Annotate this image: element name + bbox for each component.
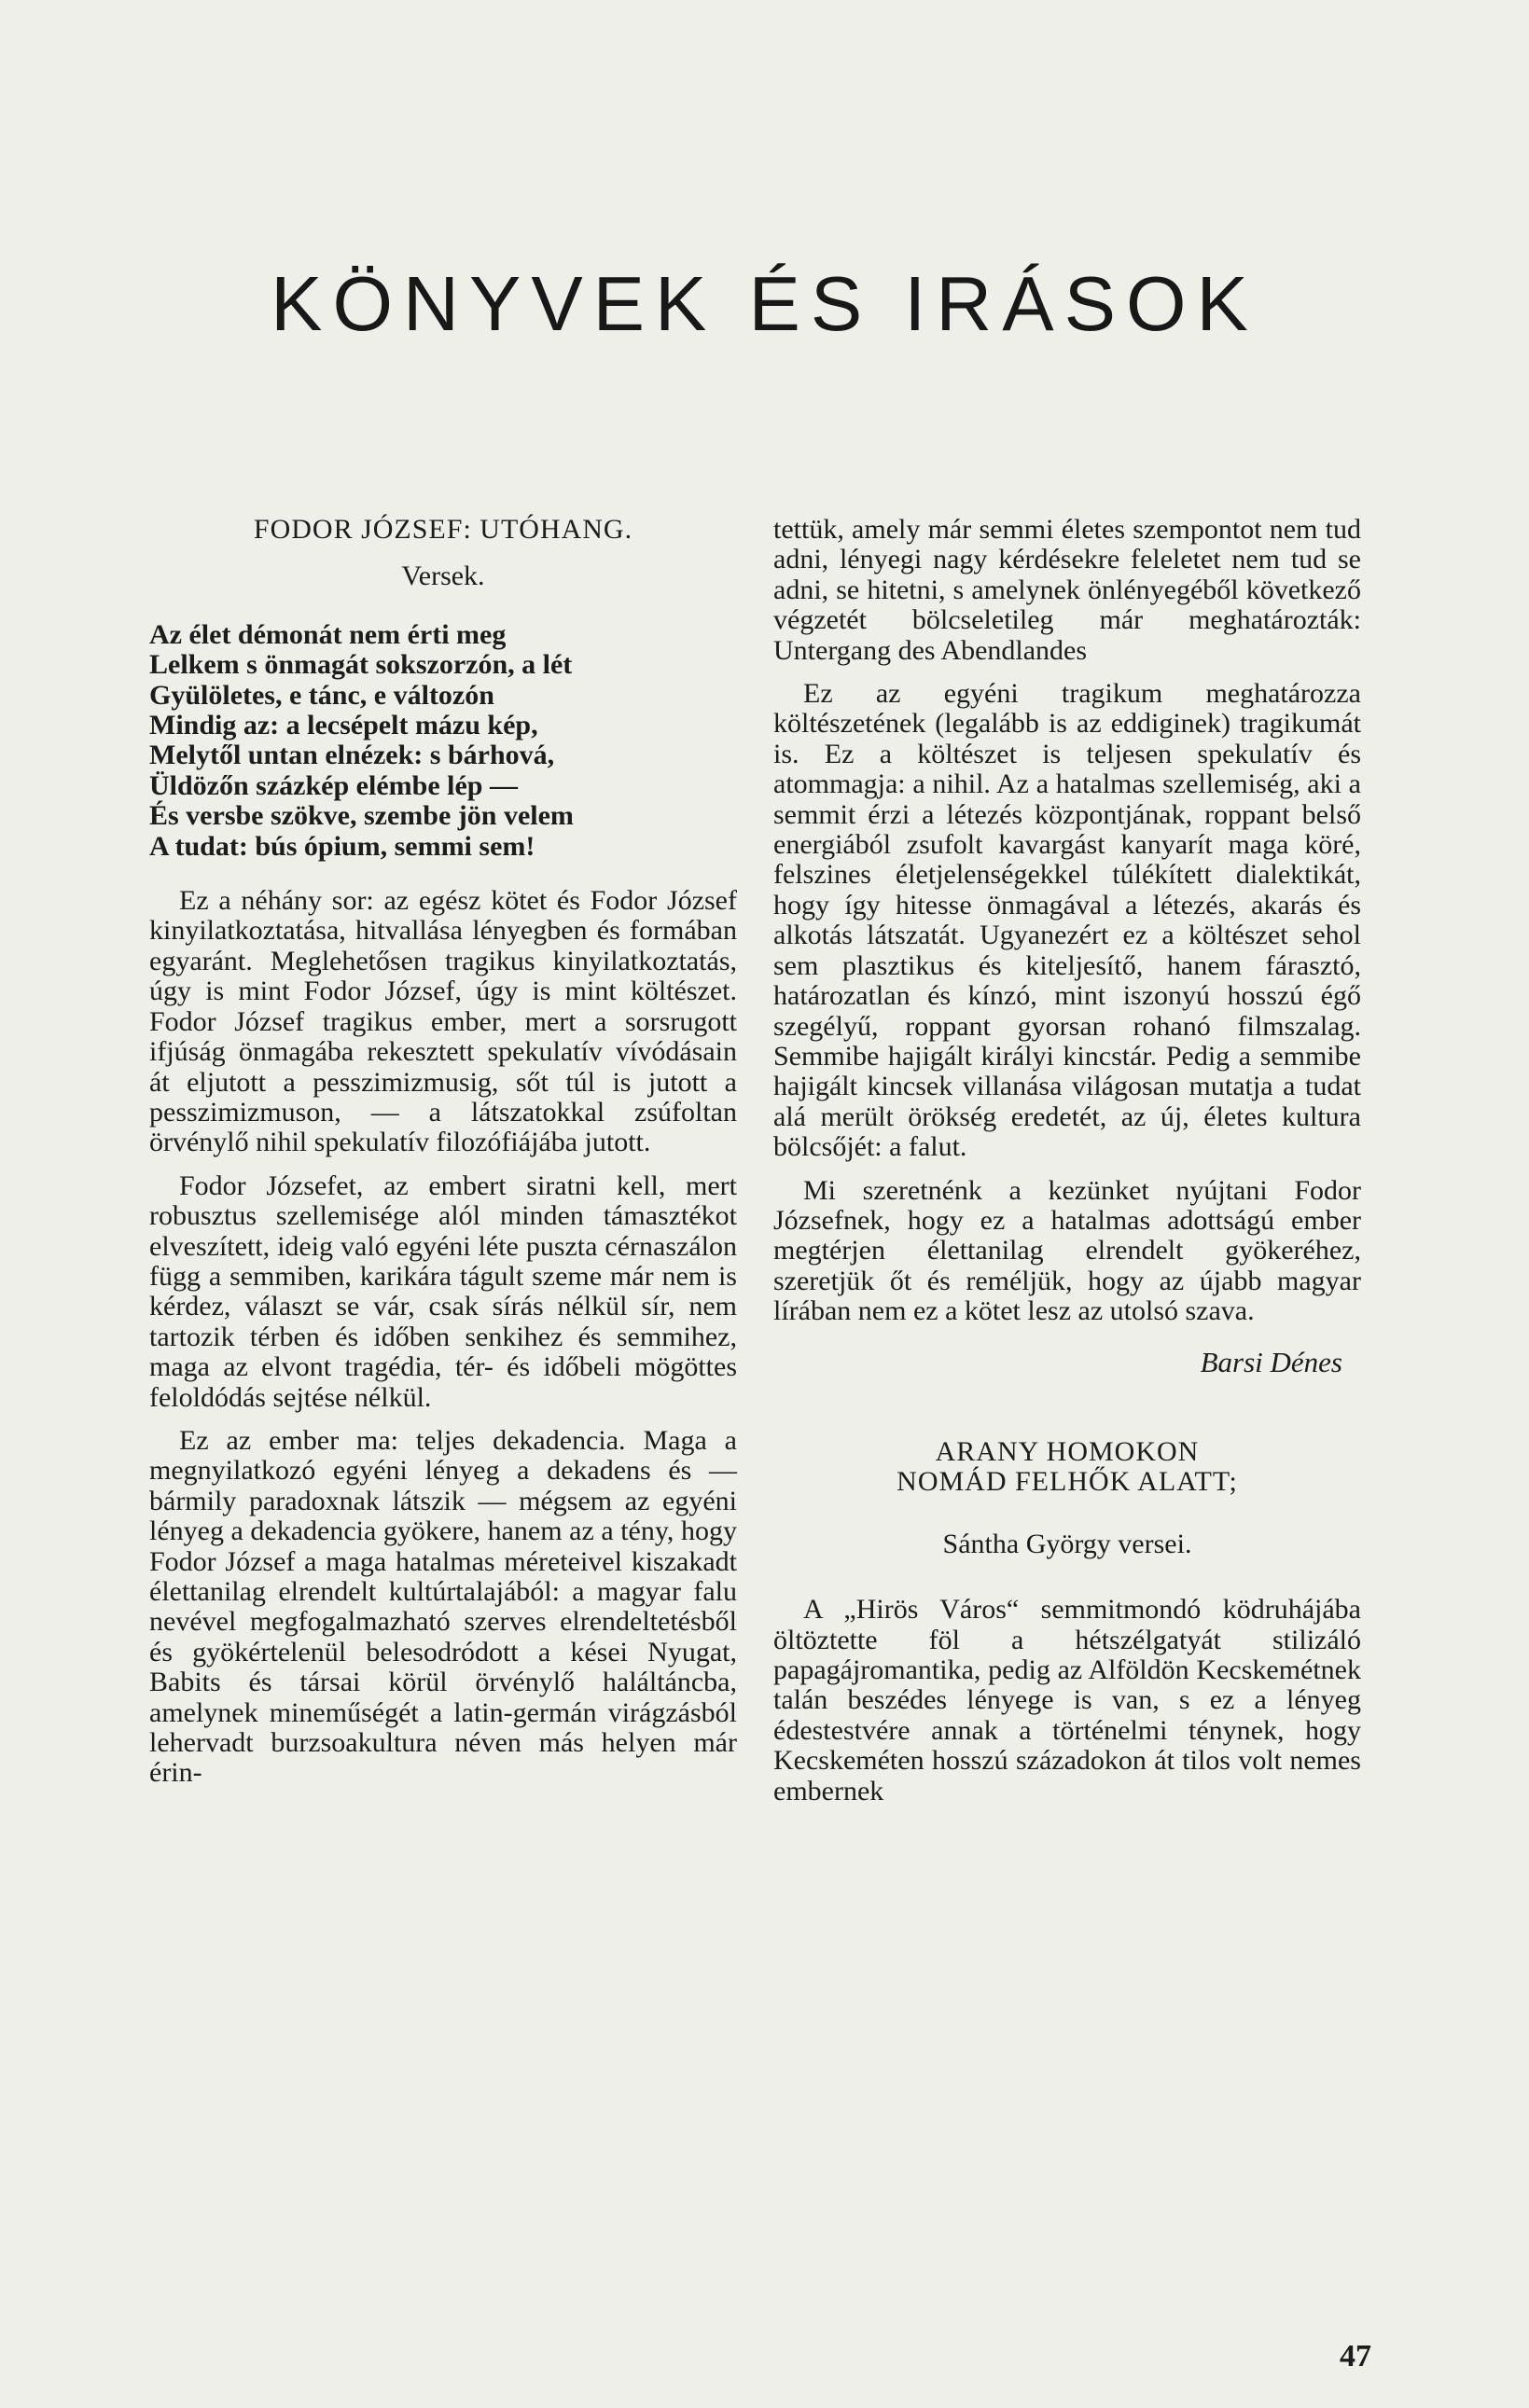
poem-line: Mindig az: a lecsépelt mázu kép, (149, 710, 538, 741)
page-number: 47 (1340, 2339, 1371, 2373)
body-paragraph: Mi szeretnénk a kezünket nyújtani Fodor Józsefnek, hogy ez a hatalmas adottságú ember megtérjen élettanilag elrendelt gyökeréhez, szeretjük őt és reméljük, hogy az újabb magyar lírában nem ez a kötet lesz az utolsó szava. (773, 1174, 1361, 1327)
review-subheading: Versek. (401, 560, 485, 592)
body-paragraph: Ez az egyéni tragikum meghatározza költészetének (legalább is az eddiginek) tragikumát is. Ez a költészet is teljesen spekulatív és atommagja: a nihil. Az a hatalmas szellemiség, aki a semmit érzi a létezés központjának, roppant belső energiából zsufolt kavargást kanyarít maga köré, felszines életjelenségekkel túlékített dialektikát, hogy így hitesse önmagával a létezés, akarás és alkotás látszatát. Ugyanezért ez a költészet sehol sem plasztikus és kiteljesítő, hanem fárasztó, határozatlan és kínzó, mint iszonyú hosszú égő szegélyű, roppant gyorsan rohanó filmszalag. Semmibe hajigált királyi kincstár. Pedig a semmibe hajigált kincsek villanása világosan mutatja a tudat alá merült örökség eredetét, az új, életes kultura bölcsőjét: a falut. (773, 678, 1361, 1163)
body-paragraph: Ez az ember ma: teljes dekadencia. Maga a megnyilatkozó egyéni lényeg a dekadens és — bármily paradoxnak látszik — mégsem az egyéni lényeg a dekadencia gyökere, hanem az a tény, hogy Fodor József a maga hatalmas méreteivel kiszakadt élettanilag elrendelt kultúrtalajából: a magyar falu nevével megfogalmazható szerves elrendeltetésből és gyökértelenül belesodródott a kései Nyugat, Babits és társai körül örvénylő haláltáncba, amelynek mineműségét a latin-germán virágzásból lehervadt burzsoakultura néven más helyen már érin- (149, 1424, 737, 1789)
poem-line: Melytől untan elnézek: s bárhová, (149, 740, 555, 771)
author-signature: Barsi Dénes (1200, 1345, 1342, 1378)
body-paragraph: tettük, amely már semmi életes szempontot nem tud adni, lényegi nagy kérdésekre feleletet nem tud se adni, se hitetni, s amelynek önlényegéből következő végzetét bölcseletileg már meghatározták: Untergang des Abendlandes (773, 514, 1361, 666)
second-review-subheading: Sántha György versei. (942, 1528, 1192, 1559)
body-paragraph: Fodor Józsefet, az embert siratni kell, mert robusztus szellemisége alól minden támasztékot elveszített, ideig való egyéni léte puszta cérnaszálon függ a semmiben, karikára tágult szeme már nem is kérdez, választ se vár, csak sírás nélkül sír, nem tartozik térben és időben senkihez és semmihez, maga az elvont tragédia, tér- és időbeli mögöttes feloldódás sejtése nélkül. (149, 1169, 737, 1413)
page-title: KÖNYVEK ÉS IRÁSOK (271, 259, 1258, 347)
second-review-heading-line2: NOMÁD FELHŐK ALATT; (897, 1466, 1238, 1498)
poem-line: Gyülöletes, e tánc, e változón (149, 679, 494, 711)
poem-line: Az élet démonát nem érti meg (149, 618, 507, 650)
right-column (773, 515, 1361, 1820)
poem-excerpt (149, 620, 737, 862)
second-review-heading-line1: ARANY HOMOKON (935, 1435, 1200, 1467)
poem-line: És versbe szökve, szembe jön velem (149, 800, 574, 832)
body-paragraph: Ez a néhány sor: az egész kötet és Fodor József kinyilatkoztatása, hitvallása lényegben és formában egyaránt. Meglehetősen tragikus kinyilatkoztatás, úgy is mint Fodor József, úgy is mint költészet. Fodor József tragikus ember, mert a sorsrugott ifjúság önmagába rekesztett spekulatív vívódásain át eljutott a pesszimizmusig, sőt túl is jutott a pesszimizmuson, — a látszatokkal zsúfoltan örvénylő nihil spekulatív filozófiájába jutott. (149, 885, 737, 1158)
poem-line: A tudat: bús ópium, semmi sem! (149, 830, 535, 862)
poem-line: Lelkem s önmagát sokszorzón, a lét (149, 649, 573, 681)
body-paragraph: A „Hirös Város“ semmitmondó ködruhájába öltöztette föl a hétszélgatyát stilizáló papagájromantika, pedig az Alföldön Kecskemétnek talán beszédes lényege is van, s ez a lényeg édestestvére annak a történelmi ténynek, hogy Kecskeméten hosszú századokon át tilos volt nemes embernek (773, 1594, 1361, 1806)
poem-line: Üldözőn százkép elémbe lép — (149, 769, 518, 801)
review-heading: FODOR JÓZSEF: UTÓHANG. (253, 514, 633, 545)
left-column (149, 515, 737, 1802)
